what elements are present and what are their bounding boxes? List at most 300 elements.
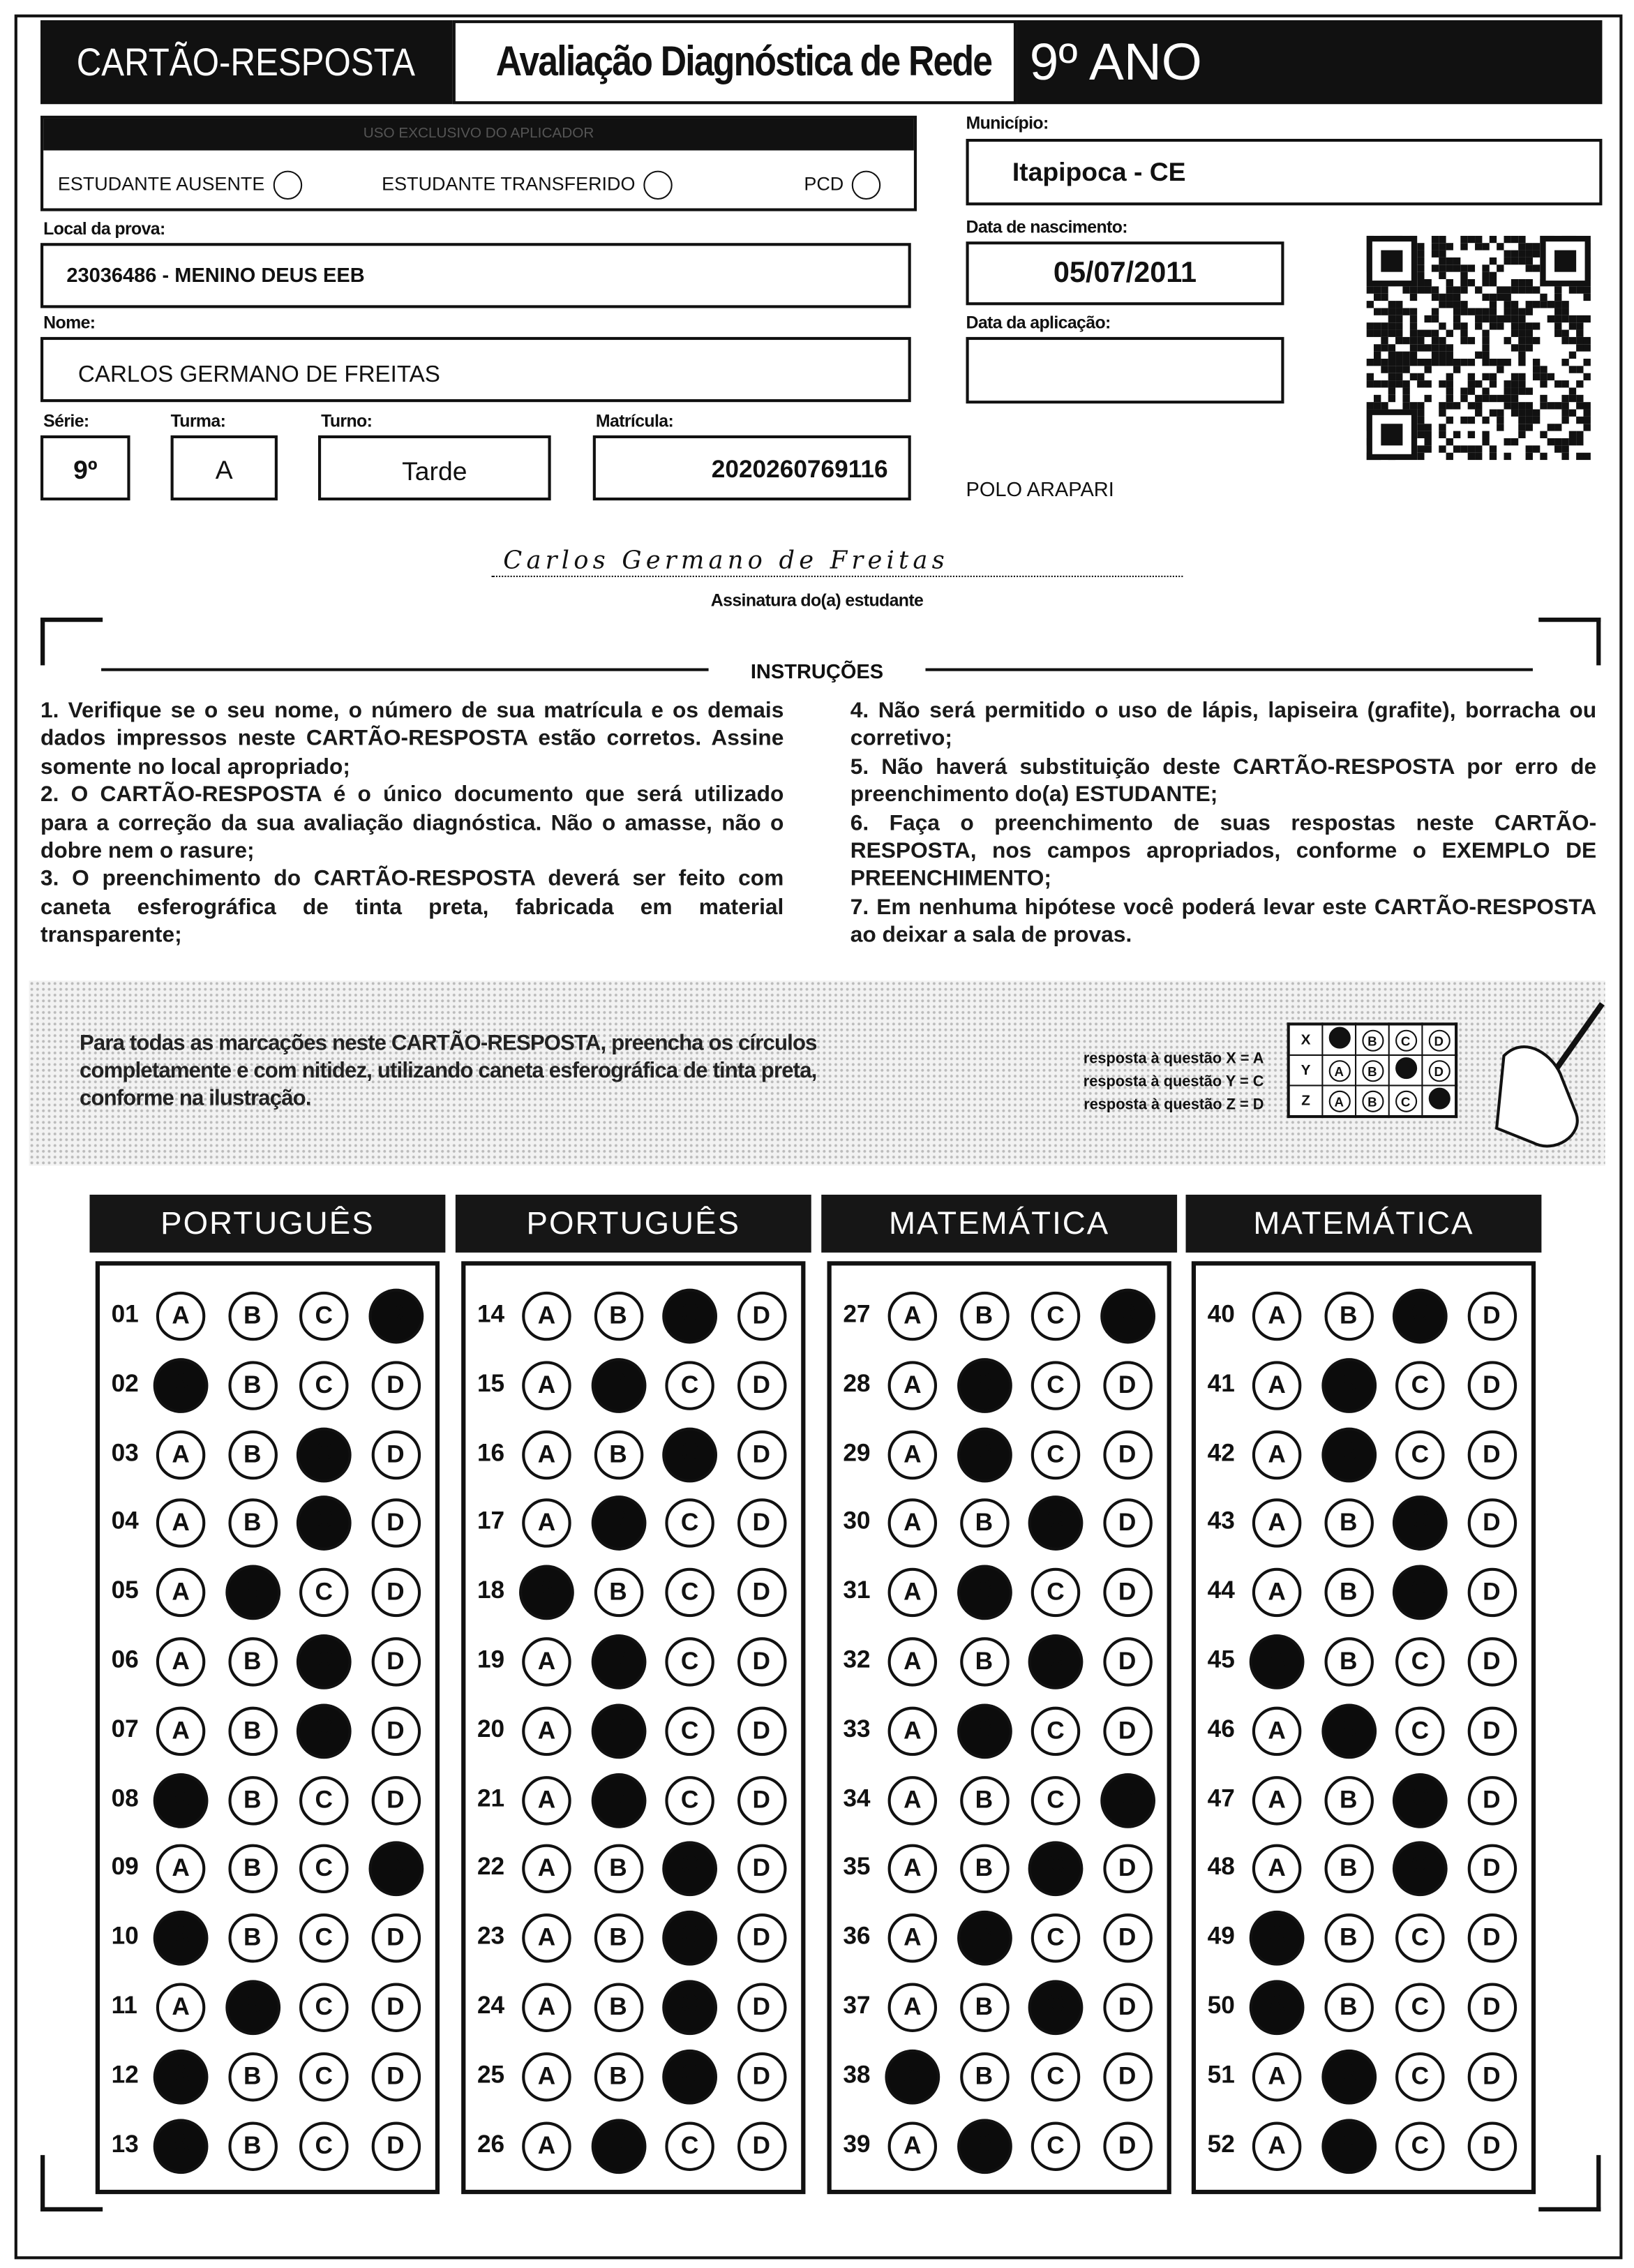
answer-bubble-b[interactable]: B xyxy=(1324,1775,1372,1824)
question-number: 07 xyxy=(111,1715,139,1743)
answer-bubble-c[interactable]: C xyxy=(665,1499,714,1548)
answer-bubble-a[interactable]: A xyxy=(156,1844,205,1893)
answer-bubble-b[interactable]: B xyxy=(227,1844,276,1893)
answer-bubble-c[interactable]: C xyxy=(299,1844,348,1893)
answer-bubble-b-filled[interactable]: B xyxy=(1321,1427,1376,1482)
answer-bubble-c-filled[interactable]: C xyxy=(1028,1496,1084,1551)
answer-bubble-d[interactable]: D xyxy=(737,1568,786,1617)
answer-bubble-b[interactable]: B xyxy=(594,1568,643,1617)
answer-bubble-c[interactable]: C xyxy=(299,2121,348,2170)
absent-circle[interactable] xyxy=(273,171,302,200)
answer-bubble-a[interactable]: A xyxy=(1252,1706,1301,1755)
example-question: Y xyxy=(1289,1055,1323,1086)
answer-bubble-a[interactable]: A xyxy=(888,1637,937,1686)
answer-bubble-d[interactable]: D xyxy=(1467,1568,1516,1617)
section-header: MATEMÁTICA xyxy=(821,1195,1177,1253)
answer-bubble-d[interactable]: D xyxy=(371,2121,420,2170)
answer-bubble-b-filled[interactable]: B xyxy=(957,1427,1012,1482)
application-date-label: Data da aplicação: xyxy=(966,312,1111,333)
answer-bubble-d[interactable]: D xyxy=(1102,1568,1151,1617)
absent-option[interactable] xyxy=(58,171,302,200)
signature: Carlos Germano de Freitas xyxy=(503,546,949,576)
answer-bubble-d[interactable]: D xyxy=(371,1706,420,1755)
answer-bubble-b[interactable]: B xyxy=(227,1430,276,1479)
aplicador-title: USO EXCLUSIVO DO APLICADOR xyxy=(43,119,914,151)
question-number: 32 xyxy=(843,1646,871,1673)
answer-bubble-a[interactable]: A xyxy=(156,1637,205,1686)
answer-bubble-a[interactable]: A xyxy=(888,1983,937,2032)
instruction-item: 5. Não haverá substituição deste CARTÃO-RESPOSTA por erro de preenchimento do(a) ESTUDANTE; xyxy=(850,754,1597,807)
answer-bubble-d[interactable]: D xyxy=(1467,1983,1516,2032)
section-header: MATEMÁTICA xyxy=(1186,1195,1542,1253)
answer-bubble-b-filled[interactable]: B xyxy=(591,1773,646,1828)
question-number: 36 xyxy=(843,1922,871,1950)
answer-bubble-c-filled[interactable]: C xyxy=(1028,1842,1084,1897)
example-bubble: C xyxy=(1395,1029,1416,1051)
exam-title-box xyxy=(453,20,1017,104)
answer-bubble-a[interactable]: A xyxy=(522,1430,571,1479)
section-column xyxy=(96,1261,440,2194)
signature-label: Assinatura do(a) estudante xyxy=(710,590,924,611)
instruction-item: 4. Não será permitido o uso de lápis, lapiseira (grafite), borracha ou corretivo; xyxy=(850,699,1597,752)
answer-bubble-a[interactable]: A xyxy=(888,1706,937,1755)
question-number: 02 xyxy=(111,1369,139,1397)
answer-bubble-c-filled[interactable]: C xyxy=(297,1703,352,1759)
municipio-field: Itapipoca - CE xyxy=(966,139,1602,205)
answer-bubble-a[interactable]: A xyxy=(888,1913,937,1962)
answer-bubble-c[interactable]: C xyxy=(299,1913,348,1962)
answer-bubble-d[interactable]: D xyxy=(737,2052,786,2101)
question-number: 28 xyxy=(843,1369,871,1397)
answer-bubble-a[interactable]: A xyxy=(522,1775,571,1824)
answer-bubble-c-filled[interactable]: C xyxy=(1393,1496,1448,1551)
example-cell xyxy=(1422,1024,1456,1055)
example-bubble xyxy=(1328,1027,1350,1049)
answer-bubble-a[interactable]: A xyxy=(522,1499,571,1548)
example-row xyxy=(1289,1024,1456,1055)
answer-bubble-a-filled[interactable]: A xyxy=(153,2119,209,2174)
answer-bubble-c-filled[interactable]: C xyxy=(1393,1565,1448,1620)
answer-bubble-c[interactable]: C xyxy=(299,1292,348,1341)
signature-line xyxy=(492,546,1183,577)
answer-bubble-a[interactable]: A xyxy=(522,1913,571,1962)
name-label: Nome: xyxy=(43,312,96,333)
answer-bubble-c-filled[interactable]: C xyxy=(1393,1842,1448,1897)
answer-bubble-c[interactable]: C xyxy=(1395,2052,1444,2101)
answer-bubble-b[interactable]: B xyxy=(227,1499,276,1548)
instruction-item: 6. Faça o preenchimento de suas respostas neste CARTÃO-RESPOSTA, nos campos apropriados, conforme o EXEMPLO DE PREENCHIMENTO; xyxy=(850,810,1597,892)
answer-bubble-b[interactable]: B xyxy=(959,1637,1008,1686)
turma-label: Turma: xyxy=(170,410,226,431)
answer-bubble-d[interactable]: D xyxy=(1467,1775,1516,1824)
question-number: 24 xyxy=(477,1991,505,2020)
answer-bubble-a[interactable]: A xyxy=(888,1292,937,1341)
answer-bubble-c[interactable]: C xyxy=(1395,1430,1444,1479)
answer-bubble-a[interactable]: A xyxy=(888,1499,937,1548)
answer-bubble-c-filled[interactable]: C xyxy=(662,1289,717,1344)
answer-bubble-b[interactable]: B xyxy=(594,1430,643,1479)
answer-bubble-b[interactable]: B xyxy=(227,1637,276,1686)
answer-bubble-d[interactable]: D xyxy=(737,1430,786,1479)
answer-bubble-d[interactable]: D xyxy=(1467,1430,1516,1479)
corner-mark xyxy=(40,2155,103,2211)
answer-bubble-b[interactable]: B xyxy=(1324,1637,1372,1686)
question-number: 08 xyxy=(111,1784,139,1812)
answer-bubble-d[interactable]: D xyxy=(1467,1361,1516,1410)
question-number: 39 xyxy=(843,2130,871,2158)
answer-bubble-a[interactable]: A xyxy=(156,1983,205,2032)
answer-bubble-c-filled[interactable]: C xyxy=(662,1842,717,1897)
answer-bubble-c-filled[interactable]: C xyxy=(662,1911,717,1966)
answer-bubble-b[interactable]: B xyxy=(227,2121,276,2170)
answer-bubble-b[interactable]: B xyxy=(959,1775,1008,1824)
polo-label: POLO ARAPARI xyxy=(966,477,1114,501)
answer-bubble-d[interactable]: D xyxy=(1102,1637,1151,1686)
question-number: 23 xyxy=(477,1922,505,1950)
answer-bubble-a[interactable]: A xyxy=(156,1499,205,1548)
answer-bubble-d[interactable]: D xyxy=(737,1361,786,1410)
answer-bubble-a[interactable]: A xyxy=(156,1568,205,1617)
answer-bubble-a[interactable]: A xyxy=(522,1292,571,1341)
answer-bubble-b-filled[interactable]: B xyxy=(957,1565,1012,1620)
answer-bubble-d[interactable]: D xyxy=(737,1637,786,1686)
answer-bubble-c[interactable]: C xyxy=(299,1775,348,1824)
answer-bubble-a[interactable]: A xyxy=(522,1637,571,1686)
answer-bubble-d[interactable]: D xyxy=(1467,1913,1516,1962)
answer-bubble-a[interactable]: A xyxy=(888,1844,937,1893)
answer-bubble-b[interactable]: B xyxy=(594,1292,643,1341)
answer-bubble-d[interactable]: D xyxy=(371,1568,420,1617)
question-number: 12 xyxy=(111,2061,139,2089)
answer-bubble-b[interactable]: B xyxy=(1324,1983,1372,2032)
question-number: 33 xyxy=(843,1715,871,1743)
answer-bubble-d[interactable]: D xyxy=(737,1292,786,1341)
answer-bubble-c[interactable]: C xyxy=(665,1775,714,1824)
answer-bubble-b-filled[interactable]: B xyxy=(591,1358,646,1413)
answer-bubble-d[interactable]: D xyxy=(1467,1706,1516,1755)
answer-bubble-b-filled[interactable]: B xyxy=(225,1565,280,1620)
answer-bubble-c[interactable]: C xyxy=(1031,1430,1080,1479)
answer-bubble-c[interactable]: C xyxy=(1395,1361,1444,1410)
turno-field: Tarde xyxy=(318,435,551,500)
answer-bubble-c[interactable]: C xyxy=(665,1706,714,1755)
answer-bubble-c-filled[interactable]: C xyxy=(297,1496,352,1551)
answer-bubble-c-filled[interactable]: C xyxy=(662,1980,717,2035)
answer-bubble-a[interactable]: A xyxy=(1252,1844,1301,1893)
instruction-item: 3. O preenchimento do CARTÃO-RESPOSTA deverá ser feito com caneta esferográfica de tinta preta, fabricada em material transparente; xyxy=(40,867,784,948)
answer-bubble-a-filled[interactable]: A xyxy=(885,2049,940,2104)
answer-bubble-d[interactable]: D xyxy=(371,1430,420,1479)
answer-bubble-a[interactable]: A xyxy=(522,1361,571,1410)
question-number: 19 xyxy=(477,1646,505,1673)
answer-bubble-d[interactable]: D xyxy=(1102,2052,1151,2101)
answer-bubble-c[interactable]: C xyxy=(665,1361,714,1410)
answer-bubble-b[interactable]: B xyxy=(594,2052,643,2101)
transferred-option[interactable] xyxy=(382,171,673,200)
answer-bubble-d-filled[interactable]: D xyxy=(1100,1773,1155,1828)
answer-bubble-a-filled[interactable]: A xyxy=(1250,1980,1305,2035)
answer-bubble-a-filled[interactable]: A xyxy=(1250,1911,1305,1966)
answer-bubble-c-filled[interactable]: C xyxy=(1028,1980,1084,2035)
answer-bubble-b-filled[interactable]: B xyxy=(591,2119,646,2174)
example-bubble: B xyxy=(1361,1059,1383,1081)
answer-bubble-a[interactable]: A xyxy=(1252,2052,1301,2101)
answer-bubble-b-filled[interactable]: B xyxy=(957,2119,1012,2174)
municipio-label: Município: xyxy=(966,112,1049,133)
answer-bubble-a[interactable]: A xyxy=(888,1775,937,1824)
answer-bubble-a[interactable]: A xyxy=(156,1706,205,1755)
answer-bubble-c[interactable]: C xyxy=(665,2121,714,2170)
answer-bubble-a[interactable]: A xyxy=(1252,1568,1301,1617)
answer-bubble-c[interactable]: C xyxy=(299,2052,348,2101)
instructions-title: INSTRUÇÕES xyxy=(750,659,884,683)
answer-bubble-c[interactable]: C xyxy=(1031,2121,1080,2170)
answer-bubble-b[interactable]: B xyxy=(594,1913,643,1962)
answer-bubble-d[interactable]: D xyxy=(737,1499,786,1548)
answer-bubble-d[interactable]: D xyxy=(1467,1292,1516,1341)
answer-bubble-a[interactable]: A xyxy=(522,1983,571,2032)
answer-bubble-a[interactable]: A xyxy=(156,1292,205,1341)
answer-bubble-d[interactable]: D xyxy=(1102,1844,1151,1893)
question-number: 10 xyxy=(111,1922,139,1950)
answer-bubble-c-filled[interactable]: C xyxy=(662,2049,717,2104)
answer-bubble-b[interactable]: B xyxy=(1324,1499,1372,1548)
question-number: 17 xyxy=(477,1507,505,1535)
answer-bubble-b-filled[interactable]: B xyxy=(225,1980,280,2035)
answer-bubble-b[interactable]: B xyxy=(594,1844,643,1893)
answer-bubble-c-filled[interactable]: C xyxy=(297,1427,352,1482)
example-bubble: D xyxy=(1428,1059,1450,1081)
example-cell xyxy=(1422,1085,1456,1117)
question-number: 52 xyxy=(1207,2130,1235,2158)
example-table xyxy=(1287,1022,1458,1118)
question-number: 09 xyxy=(111,1853,139,1881)
answer-bubble-c-filled[interactable]: C xyxy=(1028,1634,1084,1689)
answer-bubble-d[interactable]: D xyxy=(737,1913,786,1962)
question-number: 01 xyxy=(111,1300,139,1328)
example-question: Z xyxy=(1289,1085,1323,1117)
answer-bubble-a[interactable]: A xyxy=(1252,1775,1301,1824)
divider xyxy=(925,669,1532,671)
answer-bubble-b-filled[interactable]: B xyxy=(1321,2049,1376,2104)
question-number: 03 xyxy=(111,1438,139,1466)
answer-bubble-c[interactable]: C xyxy=(1395,1983,1444,2032)
answer-bubble-b[interactable]: B xyxy=(594,1983,643,2032)
answer-bubble-c-filled[interactable]: C xyxy=(1393,1773,1448,1828)
application-date-field xyxy=(966,337,1284,403)
answer-bubble-c[interactable]: C xyxy=(665,1637,714,1686)
matricula-field: 2020260769116 xyxy=(593,435,911,500)
answer-bubble-a[interactable]: A xyxy=(888,1430,937,1479)
answer-bubble-d[interactable]: D xyxy=(1467,1844,1516,1893)
example-cell xyxy=(1322,1085,1356,1117)
answer-bubble-d[interactable]: D xyxy=(1102,1913,1151,1962)
example-cell xyxy=(1356,1024,1389,1055)
answer-bubble-d[interactable]: D xyxy=(737,1775,786,1824)
answer-bubble-a[interactable]: A xyxy=(1252,1361,1301,1410)
answer-bubble-b[interactable]: B xyxy=(227,1775,276,1824)
answer-bubble-a-filled[interactable]: A xyxy=(153,1911,209,1966)
answer-bubble-c[interactable]: C xyxy=(1395,1913,1444,1962)
example-cell xyxy=(1389,1024,1423,1055)
answer-bubble-b[interactable]: B xyxy=(959,1983,1008,2032)
answer-bubble-c[interactable]: C xyxy=(1395,2121,1444,2170)
answer-bubble-a[interactable]: A xyxy=(156,1430,205,1479)
example-cell xyxy=(1322,1024,1356,1055)
answer-bubble-a-filled[interactable]: A xyxy=(519,1565,574,1620)
answer-bubble-d[interactable]: D xyxy=(1467,1499,1516,1548)
question-number: 49 xyxy=(1207,1922,1235,1950)
question-number: 15 xyxy=(477,1369,505,1397)
answer-bubble-a[interactable]: A xyxy=(888,1361,937,1410)
answer-bubble-b-filled[interactable]: B xyxy=(957,1703,1012,1759)
answer-bubble-b-filled[interactable]: B xyxy=(591,1634,646,1689)
answer-bubble-b[interactable]: B xyxy=(959,1499,1008,1548)
answer-bubble-c[interactable]: C xyxy=(1031,1292,1080,1341)
answer-bubble-c[interactable]: C xyxy=(1031,1361,1080,1410)
answer-bubble-d[interactable]: D xyxy=(371,1637,420,1686)
question-number: 51 xyxy=(1207,2061,1235,2089)
answer-bubble-b[interactable]: B xyxy=(959,2052,1008,2101)
answer-bubble-d[interactable]: D xyxy=(371,1983,420,2032)
answer-bubble-c[interactable]: C xyxy=(665,1568,714,1617)
answer-bubble-d[interactable]: D xyxy=(737,1706,786,1755)
answer-bubble-b[interactable]: B xyxy=(959,1292,1008,1341)
answer-bubble-d[interactable]: D xyxy=(371,1499,420,1548)
answer-bubble-c[interactable]: C xyxy=(1031,2052,1080,2101)
answer-bubble-c[interactable]: C xyxy=(1031,1706,1080,1755)
answer-bubble-d[interactable]: D xyxy=(1467,1637,1516,1686)
answer-bubble-b[interactable]: B xyxy=(1324,1568,1372,1617)
answer-bubble-d[interactable]: D xyxy=(737,1844,786,1893)
answer-bubble-b-filled[interactable]: B xyxy=(591,1703,646,1759)
answer-bubble-b-filled[interactable]: B xyxy=(1321,2119,1376,2174)
answer-bubble-d[interactable]: D xyxy=(1102,2121,1151,2170)
answer-bubble-b[interactable]: B xyxy=(1324,1292,1372,1341)
answer-bubble-a-filled[interactable]: A xyxy=(1250,1634,1305,1689)
example-cell xyxy=(1422,1055,1456,1086)
example-row xyxy=(1289,1085,1456,1117)
answer-bubble-a[interactable]: A xyxy=(1252,1292,1301,1341)
question-number: 21 xyxy=(477,1784,505,1812)
pcd-label: PCD xyxy=(804,172,844,195)
answer-bubble-b[interactable]: B xyxy=(959,1844,1008,1893)
answer-bubble-d[interactable]: D xyxy=(371,1361,420,1410)
example-bubble: A xyxy=(1328,1090,1350,1112)
answer-bubble-c[interactable]: C xyxy=(1031,1568,1080,1617)
answer-bubble-a-filled[interactable]: A xyxy=(153,1358,209,1413)
answer-bubble-a[interactable]: A xyxy=(1252,2121,1301,2170)
birthdate-field: 05/07/2011 xyxy=(966,241,1284,305)
answer-bubble-a[interactable]: A xyxy=(522,2052,571,2101)
answer-bubble-c[interactable]: C xyxy=(299,1983,348,2032)
answer-bubble-d[interactable]: D xyxy=(371,1913,420,1962)
answer-bubble-b-filled[interactable]: B xyxy=(1321,1703,1376,1759)
answer-bubble-d[interactable]: D xyxy=(1102,1430,1151,1479)
answer-bubble-d[interactable]: D xyxy=(371,2052,420,2101)
transferred-label: ESTUDANTE TRANSFERIDO xyxy=(382,172,636,195)
answer-bubble-b[interactable]: B xyxy=(227,1913,276,1962)
pcd-circle[interactable] xyxy=(853,171,881,200)
answer-bubble-a[interactable]: A xyxy=(522,1844,571,1893)
transferred-circle[interactable] xyxy=(644,171,673,200)
example-bubble xyxy=(1395,1057,1416,1079)
answer-bubble-d-filled[interactable]: D xyxy=(368,1842,423,1897)
answer-bubble-b[interactable]: B xyxy=(1324,1913,1372,1962)
matricula-label: Matrícula: xyxy=(595,410,674,431)
answer-bubble-c[interactable]: C xyxy=(1395,1706,1444,1755)
question-number: 35 xyxy=(843,1853,871,1881)
answer-bubble-c[interactable]: C xyxy=(1031,1775,1080,1824)
question-number: 25 xyxy=(477,2061,505,2089)
answer-bubble-d[interactable]: D xyxy=(1102,1706,1151,1755)
question-number: 04 xyxy=(111,1507,139,1535)
answer-bubble-d[interactable]: D xyxy=(1102,1361,1151,1410)
answer-bubble-a[interactable]: A xyxy=(522,2121,571,2170)
answer-bubble-d[interactable]: D xyxy=(737,2121,786,2170)
answer-bubble-b[interactable]: B xyxy=(227,1361,276,1410)
absent-label: ESTUDANTE AUSENTE xyxy=(57,172,265,195)
question-number: 37 xyxy=(843,1991,871,2020)
answer-bubble-d[interactable]: D xyxy=(1102,1983,1151,2032)
answer-bubble-d[interactable]: D xyxy=(1467,2121,1516,2170)
answer-bubble-b-filled[interactable]: B xyxy=(957,1358,1012,1413)
answer-bubble-a[interactable]: A xyxy=(1252,1499,1301,1548)
answer-bubble-c-filled[interactable]: C xyxy=(297,1634,352,1689)
answer-bubble-a[interactable]: A xyxy=(1252,1430,1301,1479)
answer-bubble-c[interactable]: C xyxy=(1395,1637,1444,1686)
answer-bubble-c[interactable]: C xyxy=(1031,1913,1080,1962)
answer-bubble-b[interactable]: B xyxy=(227,1292,276,1341)
legend-y: resposta à questão Y = C xyxy=(1083,1073,1264,1091)
example-cell xyxy=(1389,1085,1423,1117)
question-number: 14 xyxy=(477,1300,505,1328)
example-bubble: A xyxy=(1328,1059,1350,1081)
answer-bubble-b[interactable]: B xyxy=(227,2052,276,2101)
question-number: 47 xyxy=(1207,1784,1235,1812)
answer-bubble-a-filled[interactable]: A xyxy=(153,1773,209,1828)
answer-bubble-c[interactable]: C xyxy=(299,1568,348,1617)
answer-bubble-d[interactable]: D xyxy=(371,1775,420,1824)
question-number: 42 xyxy=(1207,1438,1235,1466)
question-number: 38 xyxy=(843,2061,871,2089)
answer-bubble-a-filled[interactable]: A xyxy=(153,2049,209,2104)
divider xyxy=(101,669,708,671)
example-legend xyxy=(1033,1047,1264,1117)
answer-bubble-b-filled[interactable]: B xyxy=(591,1496,646,1551)
answer-bubble-b-filled[interactable]: B xyxy=(957,1911,1012,1966)
answer-bubble-c-filled[interactable]: C xyxy=(662,1427,717,1482)
answer-bubble-b[interactable]: B xyxy=(227,1706,276,1755)
question-number: 46 xyxy=(1207,1715,1235,1743)
answer-bubble-a[interactable]: A xyxy=(522,1706,571,1755)
answer-bubble-d-filled[interactable]: D xyxy=(368,1289,423,1344)
pcd-option[interactable] xyxy=(804,171,881,200)
question-number: 29 xyxy=(843,1438,871,1466)
example-bubble: D xyxy=(1428,1029,1450,1051)
answer-bubble-b[interactable]: B xyxy=(1324,1844,1372,1893)
answer-bubble-d[interactable]: D xyxy=(1102,1499,1151,1548)
answer-bubble-b-filled[interactable]: B xyxy=(1321,1358,1376,1413)
answer-bubble-a[interactable]: A xyxy=(888,1568,937,1617)
answer-bubble-a[interactable]: A xyxy=(888,2121,937,2170)
corner-mark xyxy=(40,618,103,665)
answer-bubble-c[interactable]: C xyxy=(299,1361,348,1410)
answer-bubble-c-filled[interactable]: C xyxy=(1393,1289,1448,1344)
answer-bubble-d[interactable]: D xyxy=(1467,2052,1516,2101)
answer-bubble-d[interactable]: D xyxy=(737,1983,786,2032)
answer-bubble-d-filled[interactable]: D xyxy=(1100,1289,1155,1344)
